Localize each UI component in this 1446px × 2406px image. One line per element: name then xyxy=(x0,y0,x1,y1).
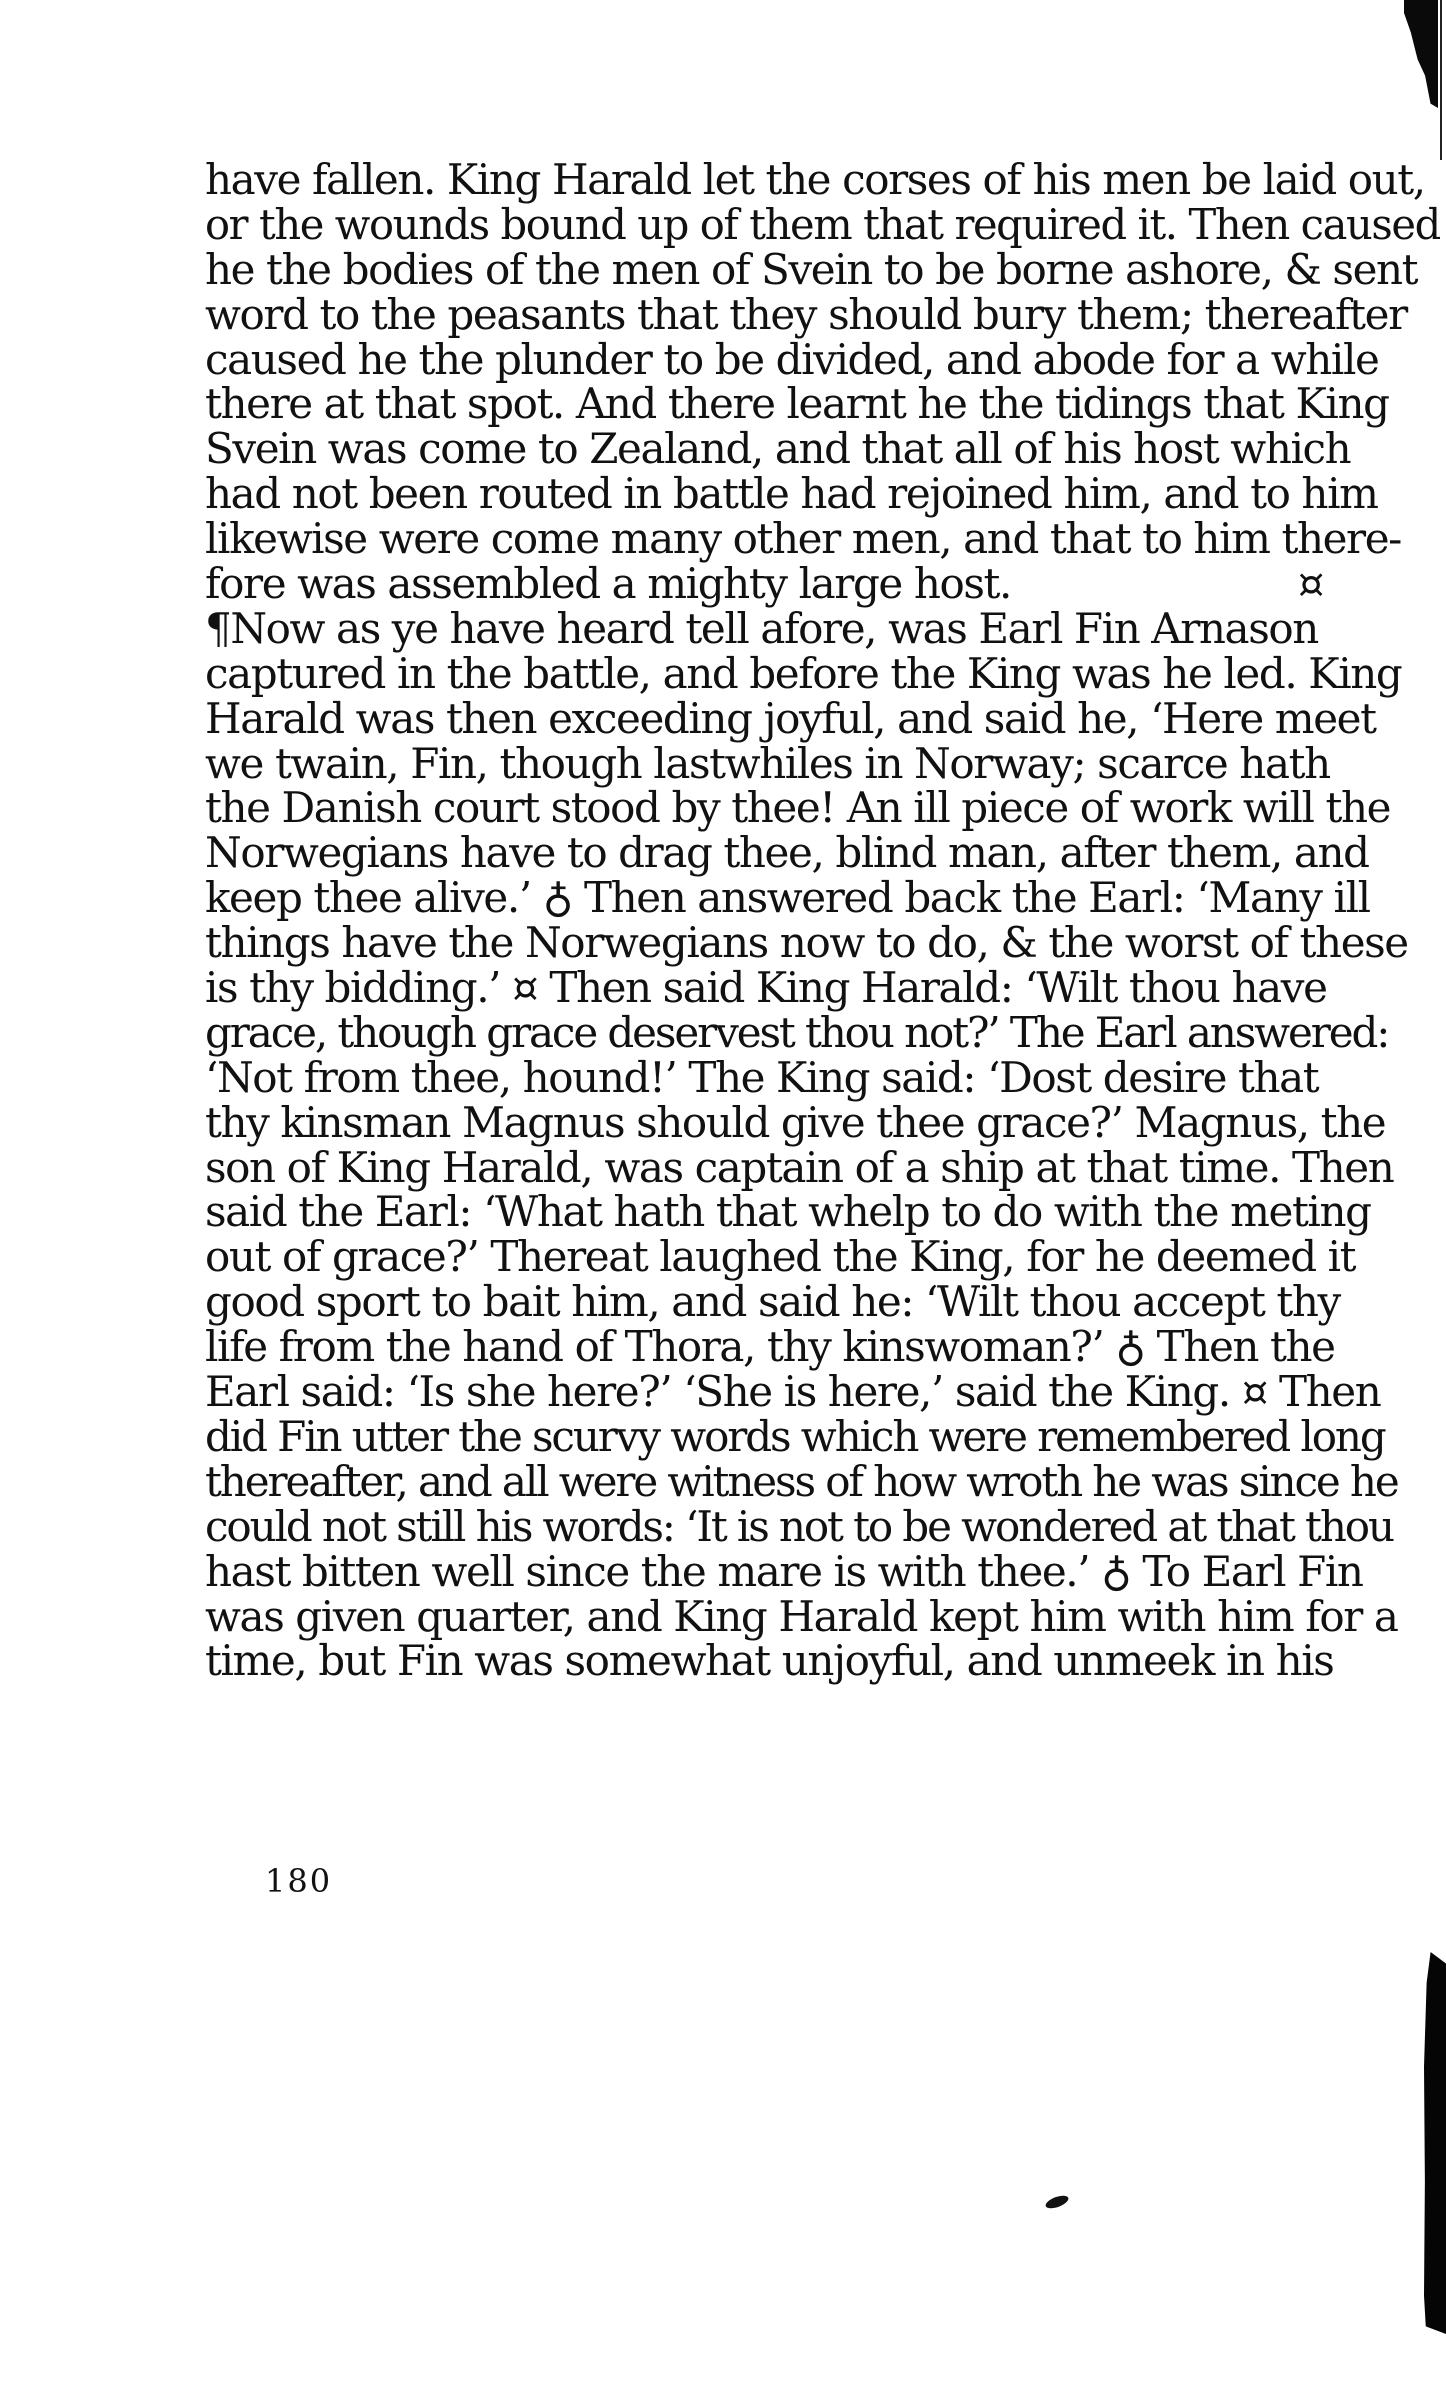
text-line: life from the hand of Thora, thy kinswoman?’ ♁ Then the xyxy=(205,1322,1335,1372)
text-line: could not still his words: ‘It is not to be wondered at that thou xyxy=(205,1501,1393,1551)
text-line: captured in the battle, and before the King was he led. King xyxy=(205,648,1402,698)
text-line: Svein was come to Zealand, and that all of his host which xyxy=(205,424,1351,474)
page-edge-line xyxy=(1440,0,1442,160)
text-line: time, but Fin was somewhat unjoyful, and unmeek in his xyxy=(205,1636,1334,1686)
text-line: Earl said: ‘Is she here?’ ‘She is here,’ said the King. ¤ Then xyxy=(205,1367,1381,1417)
text-line: he the bodies of the men of Svein to be borne ashore, & sent xyxy=(205,244,1418,294)
text-line: Harald was then exceeding joyful, and said he, ‘Here meet xyxy=(205,693,1376,743)
ink-speck xyxy=(1044,2193,1070,2211)
text-line: keep thee alive.’ ♁ Then answered back the Earl: ‘Many ill xyxy=(205,873,1370,923)
text-line: caused he the plunder to be divided, and abode for a while xyxy=(205,334,1379,384)
page-edge-shadow-bottom xyxy=(1424,1952,1446,2334)
text-line: ‘Not from thee, hound!’ The King said: ‘Dost desire that xyxy=(205,1052,1319,1102)
text-line: did Fin utter the scurvy words which were remembered long xyxy=(205,1411,1385,1461)
text-line: thy kinsman Magnus should give thee grace?’ Magnus, the xyxy=(205,1097,1386,1147)
text-line: things have the Norwegians now to do, & the worst of these xyxy=(205,918,1408,968)
text-line: was given quarter, and King Harald kept him with him for a xyxy=(205,1591,1398,1641)
text-line: good sport to bait him, and said he: ‘Wilt thou accept thy xyxy=(205,1277,1340,1327)
text-line: out of grace?’ Thereat laughed the King, for he deemed it xyxy=(205,1232,1356,1282)
paragraph-start-line: ¶Now as ye have heard tell afore, was Earl Fin Arnason xyxy=(205,603,1318,653)
text-line: is thy bidding.’ ¤ Then said King Harald: ‘Wilt thou have xyxy=(205,963,1327,1013)
text-line: have fallen. King Harald let the corses of his men be laid out, xyxy=(205,155,1425,204)
text-line: fore was assembled a mighty large host. ¤ xyxy=(205,559,1324,609)
body-text xyxy=(205,155,1446,1686)
text-line: there at that spot. And there learnt he the tidings that King xyxy=(205,379,1389,429)
text-line: had not been routed in battle had rejoined him, and to him xyxy=(205,469,1378,519)
text-line: thereafter, and all were witness of how wroth he was since he xyxy=(205,1456,1398,1506)
text-line: the Danish court stood by thee! An ill piece of work will the xyxy=(205,783,1391,833)
text-line: grace, though grace deservest thou not?’ The Earl answered: xyxy=(205,1007,1389,1057)
page-number: 180 xyxy=(265,1862,333,1900)
text-line: Norwegians have to drag thee, blind man, after them, and xyxy=(205,828,1369,878)
text-line: said the Earl: ‘What hath that whelp to do with the meting xyxy=(205,1187,1371,1237)
text-line: or the wounds bound up of them that required it. Then caused xyxy=(205,199,1440,249)
text-line: likewise were come many other men, and that to him there- xyxy=(205,514,1401,564)
text-line: hast bitten well since the mare is with thee.’ ♁ To Earl Fin xyxy=(205,1546,1363,1596)
page-edge-shadow-top xyxy=(1404,0,1438,108)
text-line: word to the peasants that they should bury them; thereafter xyxy=(205,289,1407,339)
text-line: son of King Harald, was captain of a ship at that time. Then xyxy=(205,1142,1394,1192)
text-line: we twain, Fin, though lastwhiles in Norway; scarce hath xyxy=(205,738,1330,788)
